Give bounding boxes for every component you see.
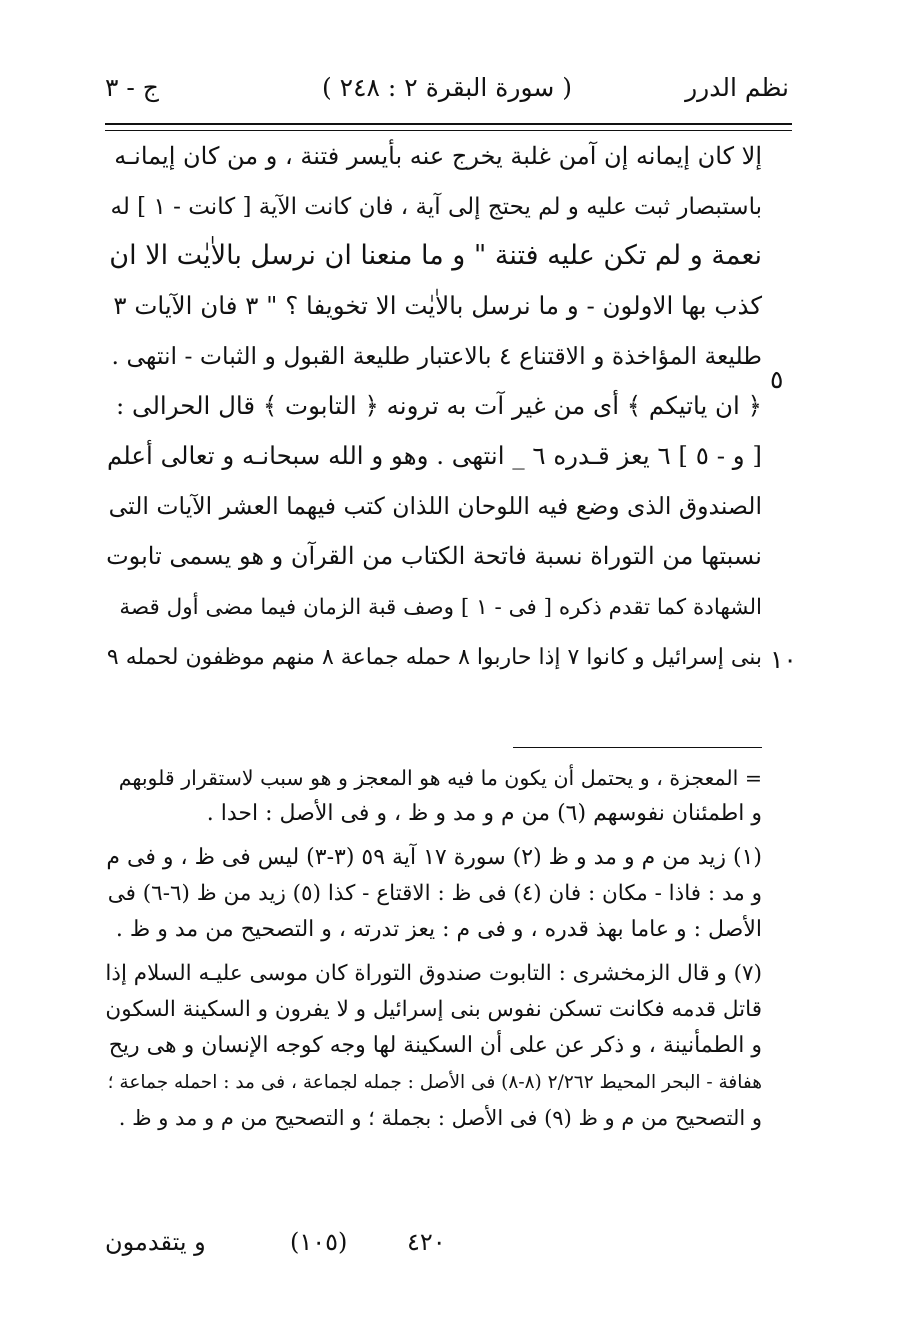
- main-line: ﴿ ان ياتيكم ﴾ أى من غير آت به ترونه ﴿ التابوت ﴾ قال الحرالى :: [116, 391, 762, 420]
- line-number: ٥: [770, 365, 784, 394]
- surah-reference: ( سورة البقرة ٢ : ٢٤٨ ): [321, 73, 573, 102]
- main-line: الشهادة كما تقدم ذكره [ فى - ١ ] وصف قبة الزمان فيما مضى أول قصة: [119, 595, 762, 620]
- footnote-line: و اطمئنان نفوسهم (٦) من م و مد و ظ ، و فى الأصل : احدا .: [206, 801, 762, 826]
- running-header: [105, 68, 789, 108]
- main-line: نعمة و لم تكن عليه فتنة " و ما منعنا ان نرسل بالاٰيٰت الا ان: [109, 240, 762, 271]
- book-title: نظم الدرر: [685, 73, 789, 102]
- footnote-line: = المعجزة ، و يحتمل أن يكون ما فيه هو المعجز و هو سبب لاستقرار قلوبهم: [118, 766, 762, 790]
- main-line: كذب بها الاولون - و ما نرسل بالاٰيٰت الا تخويفا ؟ " ٣ فان الآيات ٣: [113, 291, 762, 320]
- footnotes-block: [105, 760, 762, 1136]
- page-number: ٤٢٠: [407, 1228, 446, 1256]
- footnote-line: (١) زيد من م و مد و ظ (٢) سورة ١٧ آية ٥٩ (٣-٣) ليس فى ظ ، و فى م: [106, 845, 762, 870]
- main-line: باستبصار ثبت عليه و لم يحتج إلى آية ، فان كانت الآية [ كانت - ١ ] له: [110, 194, 762, 220]
- main-line: طليعة المؤاخذة و الاقتناع ٤ بالاعتبار طليعة القبول و الثبات - انتهى .: [111, 342, 762, 370]
- footnote-line: و الطمأنينة ، و ذكر عن على أن السكينة لها وجه كوجه الإنسان و هى ريح: [108, 1033, 762, 1058]
- main-line: نسبتها من التوراة نسبة فاتحة الكتاب من القرآن و هو يسمى تابوت: [106, 542, 762, 570]
- footnote-line: و مد : فاذا - مكان : فان (٤) فى ظ : الاقتاع - كذا (٥) زيد من ظ (٦-٦) فى: [107, 881, 762, 906]
- main-line: [ و - ٥ ] ٦ يعز قـدره ٦ _ انتهى . وهو و الله سبحانـه و تعالى أعلم: [106, 441, 762, 470]
- footnote-separator: [513, 747, 762, 748]
- footnote-line: و التصحيح من م و ظ (٩) فى الأصل : بجملة ؛ و التصحيح من م و مد و ظ .: [118, 1106, 762, 1130]
- main-text-block: [105, 130, 762, 680]
- catchword: و يتقدمون: [105, 1228, 206, 1256]
- footnote-line: الأصل : و عاما بهذ قدره ، و فى م : يعز تدرته ، و التصحيح من مد و ظ .: [115, 917, 762, 942]
- footnote-line: قاتل قدمه فكانت تسكن نفوس بنى إسرائيل و لا يفرون و السكينة السكون: [105, 997, 762, 1022]
- main-line: الصندوق الذى وضع فيه اللوحان اللذان كتب فيهما العشر الآيات التى: [108, 492, 762, 520]
- main-line: بنى إسرائيل و كانوا ٧ إذا حاربوا ٨ حمله جماعة ٨ منهم موظفون لحمله ٩: [106, 645, 762, 670]
- footnote-line: هفافة - البحر المحيط ٢/٢٦٢ (٨-٨) فى الأصل : جمله لجماعة ، فى مد : احمله جماعة ؛: [107, 1072, 762, 1093]
- volume-label: ج - ٣: [105, 73, 159, 102]
- footnote-line: (٧) و قال الزمخشرى : التابوت صندوق التوراة كان موسى عليـه السلام إذا: [105, 961, 762, 986]
- main-line: إلا كان إيمانه إن آمن غلبة يخرج عنه بأيسر فتنة ، و من كان إيمانـه: [114, 142, 762, 170]
- sequence-number: (١٠٥): [290, 1228, 348, 1256]
- line-number: ١٠: [770, 645, 797, 674]
